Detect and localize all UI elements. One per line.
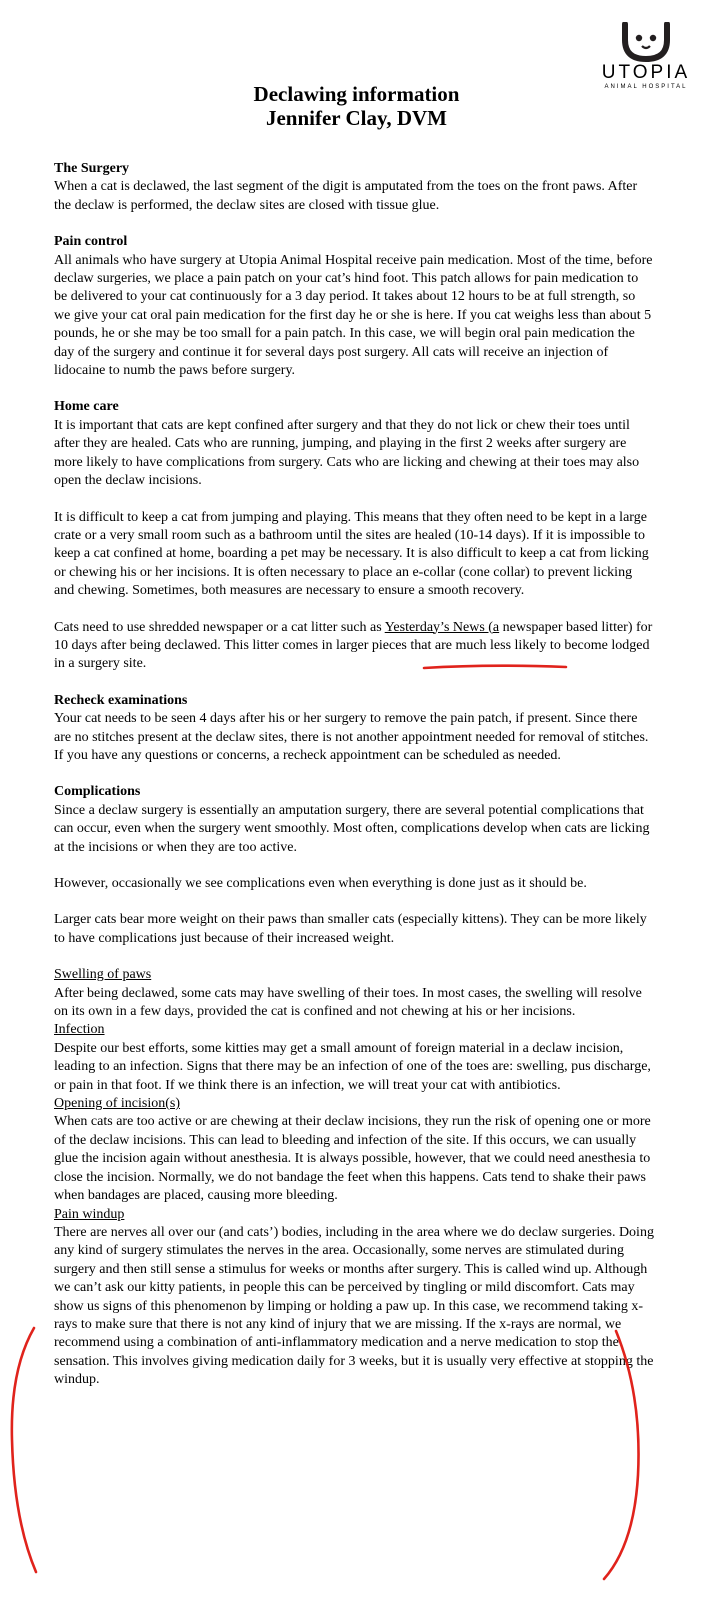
paragraph-home-care-2: It is difficult to keep a cat from jumping and playing. This means that they often need to be kept in a large crate or a very small room such as a bathroom until the sites are healed (10-14 days). If it is impossible to keep a cat confined at home, boarding a pet may be necessary. It is also difficult to keep a cat from licking or chewing his or her incisions. It is often necessary to place an e-collar (cone collar) to prevent licking and chewing. Sometimes, both measures are necessary to ensure a smooth recovery. xyxy=(54,509,649,599)
heading-surgery: The Surgery xyxy=(54,161,130,176)
paragraph-infection: Despite our best efforts, some kitties may get a small amount of foreign material in a declaw incision, leading to an infection. Signs that there may be an infection of one of the toes are: swelling, pus discharge, or pain in that foot. If we think there is an infection, we will treat your cat with antibiotics. xyxy=(54,1040,651,1093)
highlighted-litter-name: Yesterday’s News (a xyxy=(384,619,500,635)
document-title xyxy=(0,82,713,130)
heading-opening-incisions: Opening of incision(s) xyxy=(54,1096,180,1112)
litter-text-after: newspaper based litter) for 10 days after being declawed. This litter comes in larger pieces that are much less likely to become lodged in a surgery site. xyxy=(54,619,653,672)
litter-text-before: Cats need to use shredded newspaper or a cat litter such as xyxy=(54,619,385,635)
heading-pain-control: Pain control xyxy=(54,234,128,250)
paragraph-recheck: Your cat needs to be seen 4 days after his or her surgery to remove the pain patch, if present. Since there are no stitches present at the declaw sites, there is not another appointment needed for removal of stitches. If you have any questions or concerns, a recheck appointment can be scheduled as needed. xyxy=(54,711,649,763)
paragraph-complications-2: However, occasionally we see complications even when everything is done just as it should be. xyxy=(54,876,587,891)
title-line-2: Jennifer Clay, DVM xyxy=(265,106,447,130)
dog-face-logo-icon xyxy=(619,22,673,62)
paragraph-home-care-3 xyxy=(54,619,654,674)
paragraph-swelling: After being declawed, some cats may have swelling of their toes. In most cases, the swelling will resolve on its own in a few days, provided the cat is confined and not chewing at his or her incisions. xyxy=(54,985,642,1020)
logo-brand-text: UTOPIA xyxy=(601,62,691,83)
title-line-1: Declawing information xyxy=(253,82,460,106)
paragraph-pain-control: All animals who have surgery at Utopia Animal Hospital receive pain medication. Most of the time, before declaw surgeries, we place a pain patch on your cat’s hind foot. This patch allows for pain medication to be delivered to your cat continuously for a 3 day period. It takes about 12 hours to be at full strength, so we give your cat oral pain medication for the first day he or she is here. If you cat weighs less than about 5 pounds, he or she may be too small for a pain patch. In this case, we will begin oral pain medication the day of the surgery and continue it for several days post surgery. All cats will receive an injection of lidocaine to numb the paws before surgery. xyxy=(54,252,653,379)
heading-complications: Complications xyxy=(54,784,141,800)
heading-infection: Infection xyxy=(54,1022,105,1038)
paragraph-pain-windup: There are nerves all over our (and cats’) bodies, including in the area where we do declaw surgeries. Doing any kind of surgery stimulates the nerves in the area. Occasionally, some nerves are stimulated during surgery and then still sense a stimulus for weeks or months after surgery. This is called wind up. Although we can’t ask our kitty patients, in people this can be perceived by tingling or mild discomfort. Cats may show us signs of this phenomenon by limping or holding a paw up. In this case, we recommend taking x-rays to make sure that there is not any kind of injury that we are missing. If the x-rays are normal, we recommend using a combination of anti-inflammatory medication and a nerve medication to stop the sensation. This involves giving medication daily for 3 weeks, but it is usually very effective at stopping the windup. xyxy=(54,1224,654,1388)
logo-subtitle: ANIMAL HOSPITAL xyxy=(604,84,688,90)
heading-recheck: Recheck examinations xyxy=(54,692,188,708)
utopia-logo xyxy=(600,22,692,91)
document-body xyxy=(54,160,654,1390)
heading-swelling: Swelling of paws xyxy=(54,967,152,983)
paragraph-surgery: When a cat is declawed, the last segment of the digit is amputated from the toes on the front paws. After the declaw is performed, the declaw sites are closed with tissue glue. xyxy=(54,179,638,213)
paragraph-complications-3: Larger cats bear more weight on their paws than smaller cats (especially kittens). They can be more likely to have complications just because of their increased weight. xyxy=(54,912,647,946)
paragraph-complications-1: Since a declaw surgery is essentially an amputation surgery, there are several potential complications that can occur, even when the surgery went smoothly. Most often, complications develop when cats are licking at the incisions or when they are too active. xyxy=(54,802,650,855)
paragraph-opening-incisions: When cats are too active or are chewing at their declaw incisions, they run the risk of opening one or more of the declaw incisions. This can lead to bleeding and infection of the site. If this occurs, we can usually glue the incision again without anesthesia. It is always possible, however, that we could need anesthesia to close the incision. Normally, we do not bandage the feet when this happens. Cats tend to shake their paws when bandages are placed, causing more bleeding. xyxy=(54,1114,651,1204)
heading-pain-windup: Pain windup xyxy=(54,1206,125,1222)
left-red-bracket-annotation xyxy=(0,1320,40,1580)
paragraph-home-care-1: It is important that cats are kept confined after surgery and that they do not lick or chew their toes until after they are healed. Cats who are running, jumping, and playing in the first 2 weeks after surgery are more likely to have complications from surgery. Cats who are licking and chewing at their toes may also open the declaw incisions. xyxy=(54,417,640,489)
heading-home-care: Home care xyxy=(54,399,119,415)
